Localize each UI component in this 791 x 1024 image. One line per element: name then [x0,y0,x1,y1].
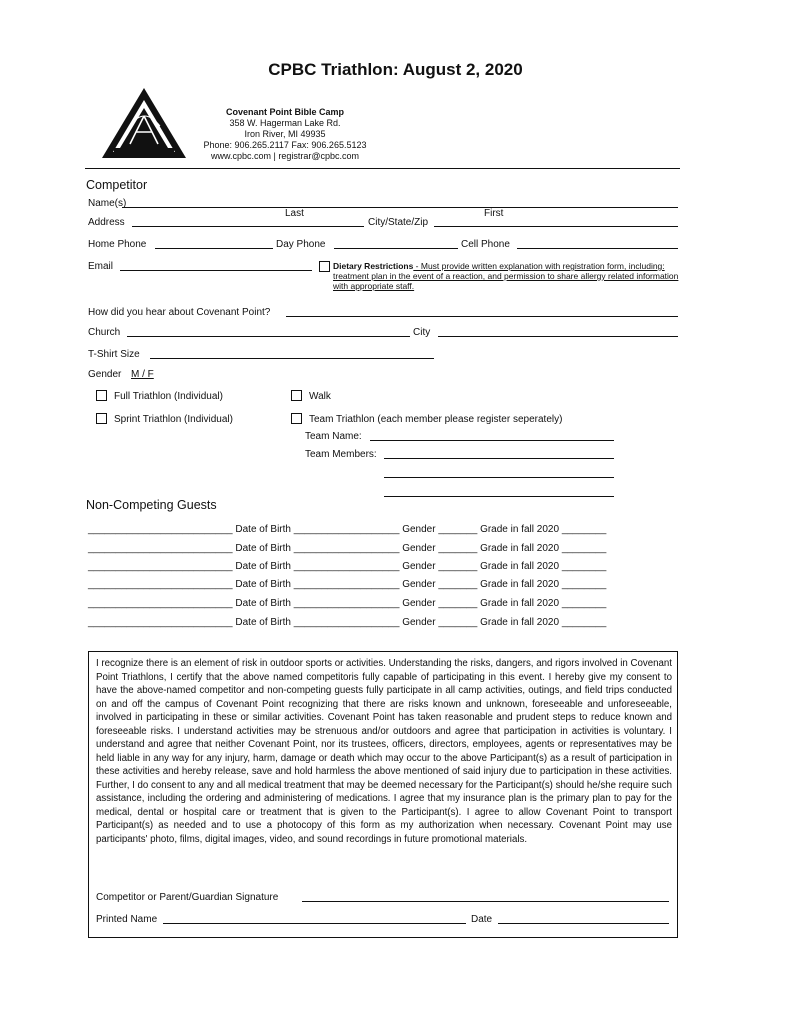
guests-heading: Non-Competing Guests [86,498,217,512]
gender-options[interactable]: M / F [131,369,154,380]
printed-name-label: Printed Name [96,914,158,925]
names-label: Name(s) [88,198,127,209]
dob-field[interactable]: ___________________ [293,524,400,535]
dob-field[interactable]: ___________________ [293,561,400,572]
email-field[interactable] [120,270,312,271]
gender-field[interactable]: _______ [438,561,478,572]
sprint-triathlon-label: Sprint Triathlon (Individual) [114,414,233,425]
dob-field[interactable]: ___________________ [293,598,400,609]
team-triathlon-label: Team Triathlon (each member please register seperately) [309,414,563,425]
gender-label: Gender [402,543,436,554]
page-title: CPBC Triathlon: August 2, 2020 [268,60,523,79]
tshirt-label: T-Shirt Size [88,349,140,360]
guest-row [88,598,606,609]
guest-row [88,561,606,572]
city-field[interactable] [438,336,678,337]
day-phone-field[interactable] [334,248,458,249]
grade-label: Grade in fall 2020 [480,524,560,535]
dob-label: Date of Birth [235,579,291,590]
guest-name-field[interactable]: __________________________ [88,598,233,609]
org-phone: Phone: 906.265.2117 Fax: 906.265.5123 [203,140,367,150]
gender-field[interactable]: _______ [438,524,478,535]
guest-row [88,524,606,535]
signature-field[interactable] [302,901,669,902]
waiver-text: I recognize there is an element of risk in outdoor sports or activities. Understanding the risks, dangers, and rigors involved in Covenant Point Triathlons, I certify that the above named competitoris fully capable of participating in this event. I hereby give my consent to have the above-named competitor and non-competing guests fully participate in all camp activities, outings, and field trips conducted on and off the campus of Covenant Point recognizing that there are risks known and unknown, foreseeable and unforeseeable, involved in participating in these or similar activities. Covenant Point has taken reasonable and prudent steps to reduce known and foreseeable risks. I understand activities may be strenuous and/or outdoors and agree that participation in activities is voluntary. I understand and agree that neither Covenant Point, nor its trustees, officers, directors, employees, agents or representatives may be held liable in any way for any injury, harm, damage or death which may occur to the above Participant(s) as a result of participation in these activities and hereby release, save and hold harmless the above mentioned of said injury due to participation in these activities. Further, I do consent to any and all medical treatment that may be deemed necessary for the Participant(s) should he/she require such assistance, including the ordering and administering of medications. I agree that my insurance plan is the primary plan to pay for the medical, dental or hospital care or treatment that is given to the Participant(s). I agree to allow Covenant Point to transport Participant(s) as needed and to use a photocopy of this form as my authorization when necessary. Covenant Point may use participants' photo, films, digital images, video, and sound recordings in future promotional materials. [96,658,672,845]
city-state-zip-label: City/State/Zip [368,217,429,228]
grade-field[interactable]: ________ [561,579,607,590]
team-member-field-2[interactable] [384,477,614,478]
city-state-zip-field[interactable] [434,226,678,227]
cell-phone-label: Cell Phone [461,239,510,250]
printed-name-field[interactable] [163,923,466,924]
org-info [190,107,380,162]
dietary-restrictions [333,261,683,291]
walk-label: Walk [309,391,331,402]
full-triathlon-checkbox[interactable] [96,390,107,401]
dietary-text: - Must provide written explanation with registration form, including: treatment plan in the event of a reaction, and permission to share allergy related information with appropriate staff. [333,261,679,291]
dob-field[interactable]: ___________________ [293,617,400,628]
tshirt-field[interactable] [150,358,434,359]
gender-label: Gender [402,598,436,609]
date-label: Date [471,914,493,925]
team-member-field-3[interactable] [384,496,614,497]
grade-label: Grade in fall 2020 [480,617,560,628]
gender-field[interactable]: _______ [438,579,478,590]
guest-name-field[interactable]: __________________________ [88,617,233,628]
team-member-field-1[interactable] [384,458,614,459]
guest-row [88,543,606,554]
guest-name-field[interactable]: __________________________ [88,524,233,535]
gender-label: Gender [88,369,122,380]
dob-label: Date of Birth [235,524,291,535]
gender-label: Gender [402,524,436,535]
team-members-label: Team Members: [305,449,377,460]
gender-label: Gender [402,617,436,628]
dob-label: Date of Birth [235,561,291,572]
signature-label: Competitor or Parent/Guardian Signature [96,892,279,903]
team-name-label: Team Name: [305,431,362,442]
competitor-heading: Competitor [86,178,148,192]
grade-field[interactable]: ________ [561,617,607,628]
names-field[interactable] [122,207,678,208]
gender-field[interactable]: _______ [438,617,478,628]
address-field[interactable] [132,226,364,227]
sprint-triathlon-checkbox[interactable] [96,413,107,424]
full-triathlon-label: Full Triathlon (Individual) [114,391,223,402]
guest-name-field[interactable]: __________________________ [88,543,233,554]
walk-checkbox[interactable] [291,390,302,401]
date-field[interactable] [498,923,669,924]
church-label: Church [88,327,121,338]
dietary-checkbox[interactable] [319,261,330,272]
dob-label: Date of Birth [235,543,291,554]
guest-row [88,617,606,628]
cell-phone-field[interactable] [517,248,678,249]
org-city: Iron River, MI 49935 [244,129,326,139]
hear-label: How did you hear about Covenant Point? [88,307,271,318]
dob-label: Date of Birth [235,617,291,628]
gender-label: Gender [402,579,436,590]
dietary-title: Dietary Restrictions [333,261,414,271]
dob-field[interactable]: ___________________ [293,543,400,554]
waiver-box [88,651,678,938]
grade-field[interactable]: ________ [561,598,607,609]
church-field[interactable] [127,336,410,337]
grade-field[interactable]: ________ [561,524,607,535]
team-triathlon-checkbox[interactable] [291,413,302,424]
org-web: www.cpbc.com | registrar@cpbc.com [210,151,359,161]
gender-label: Gender [402,561,436,572]
home-phone-field[interactable] [155,248,273,249]
day-phone-label: Day Phone [276,239,326,250]
address-label: Address [88,217,125,228]
dob-field[interactable]: ___________________ [293,579,400,590]
grade-field[interactable]: ________ [561,543,607,554]
header-divider [85,168,680,169]
guest-name-field[interactable]: __________________________ [88,561,233,572]
dob-label: Date of Birth [235,598,291,609]
grade-label: Grade in fall 2020 [480,561,560,572]
last-label: Last [285,208,304,219]
team-name-field[interactable] [370,440,614,441]
email-label: Email [88,261,114,272]
grade-label: Grade in fall 2020 [480,543,560,554]
gender-field[interactable]: _______ [438,543,478,554]
guest-name-field[interactable]: __________________________ [88,579,233,590]
org-address: 358 W. Hagerman Lake Rd. [229,118,341,128]
camp-logo [100,86,188,162]
home-phone-label: Home Phone [88,239,147,250]
grade-field[interactable]: ________ [561,561,607,572]
grade-label: Grade in fall 2020 [480,598,560,609]
org-name: Covenant Point Bible Camp [225,107,344,117]
city-label: City [413,327,431,338]
guest-row [88,579,606,590]
hear-field[interactable] [286,316,678,317]
gender-field[interactable]: _______ [438,598,478,609]
first-label: First [484,208,504,219]
grade-label: Grade in fall 2020 [480,579,560,590]
